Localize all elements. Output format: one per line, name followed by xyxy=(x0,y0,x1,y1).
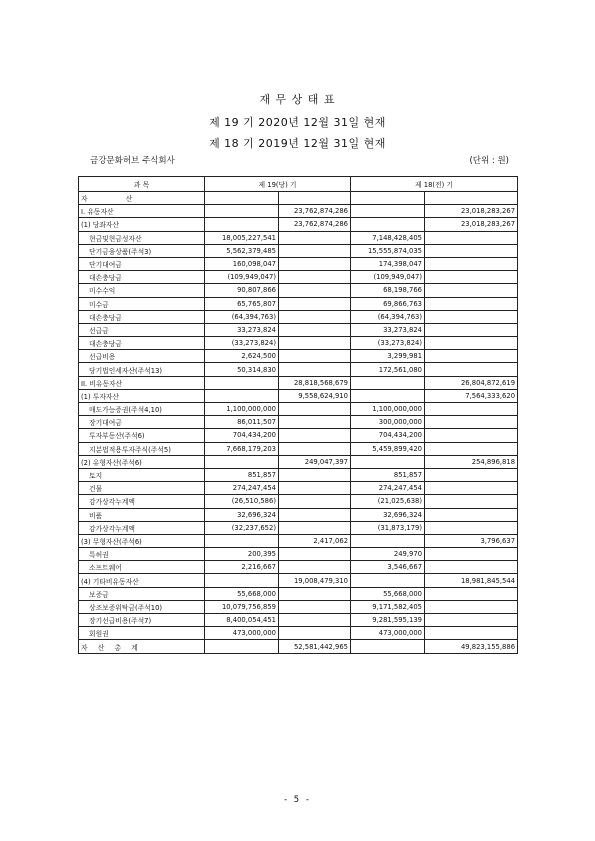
prior-detail-cell: 1,100,000,000 xyxy=(351,403,425,416)
table-row xyxy=(79,257,518,270)
table-row xyxy=(79,416,518,429)
current-detail-cell: 704,434,200 xyxy=(205,429,279,442)
prior-detail-cell: 704,434,200 xyxy=(351,429,425,442)
row-label: 선급금 xyxy=(79,323,205,336)
row-label: 대손충당금 xyxy=(79,310,205,323)
prior-subtotal-cell xyxy=(425,244,518,257)
current-detail-cell: (32,237,652) xyxy=(205,521,279,534)
prior-subtotal-cell xyxy=(425,561,518,574)
current-detail-cell: 50,314,830 xyxy=(205,363,279,376)
period-current: 제 19 기 2020년 12월 31일 현재 xyxy=(209,116,386,129)
prior-detail-cell: 174,398,047 xyxy=(351,257,425,270)
row-label: 지분법적용투자주식(주석5) xyxy=(79,442,205,455)
row-label: 미수수익 xyxy=(79,284,205,297)
current-subtotal-cell xyxy=(279,284,351,297)
header-current: 제 19(당) 기 xyxy=(205,177,351,192)
current-subtotal-cell xyxy=(279,442,351,455)
current-detail-cell: 5,562,379,485 xyxy=(205,244,279,257)
row-label: 감가상각누계액 xyxy=(79,495,205,508)
prior-subtotal-cell xyxy=(425,403,518,416)
row-label: (4) 기타비유동자산 xyxy=(79,574,205,587)
prior-detail-cell: 55,668,000 xyxy=(351,587,425,600)
current-detail-cell: 2,624,500 xyxy=(205,350,279,363)
total-current: 52,581,442,965 xyxy=(279,640,351,654)
prior-detail-cell xyxy=(351,534,425,547)
prior-detail-cell: 15,555,874,035 xyxy=(351,244,425,257)
current-subtotal-cell: 23,762,874,286 xyxy=(279,218,351,231)
company-name: 금강문화허브 주식회사 xyxy=(90,156,175,166)
current-subtotal-cell xyxy=(279,350,351,363)
row-label: 보증금 xyxy=(79,587,205,600)
table-row xyxy=(79,337,518,350)
row-label: 토지 xyxy=(79,468,205,481)
table-row xyxy=(79,403,518,416)
prior-subtotal-cell xyxy=(425,468,518,481)
prior-detail-cell xyxy=(351,574,425,587)
current-detail-cell: 18,005,227,541 xyxy=(205,231,279,244)
row-label: 단기대여금 xyxy=(79,257,205,270)
prior-detail-cell xyxy=(351,376,425,389)
row-label: 상조보증위탁금(주석10) xyxy=(79,600,205,613)
prior-subtotal-cell xyxy=(425,350,518,363)
prior-detail-cell: 69,866,763 xyxy=(351,297,425,310)
table-row xyxy=(79,561,518,574)
prior-subtotal-cell xyxy=(425,231,518,244)
total-row xyxy=(79,640,518,654)
prior-subtotal-cell xyxy=(425,508,518,521)
prior-detail-cell: 851,857 xyxy=(351,468,425,481)
period-prior: 제 18 기 2019년 12월 31일 현재 xyxy=(209,137,386,150)
current-subtotal-cell xyxy=(279,614,351,627)
prior-detail-cell: 32,696,324 xyxy=(351,508,425,521)
prior-detail-cell: (109,949,047) xyxy=(351,271,425,284)
prior-detail-cell: 33,273,824 xyxy=(351,323,425,336)
prior-subtotal-cell: 254,896,818 xyxy=(425,455,518,468)
prior-subtotal-cell xyxy=(425,310,518,323)
prior-subtotal-cell xyxy=(425,363,518,376)
table-row xyxy=(79,389,518,402)
current-subtotal-cell: 23,762,874,286 xyxy=(279,205,351,218)
current-subtotal-cell xyxy=(279,508,351,521)
current-subtotal-cell xyxy=(279,468,351,481)
table-row xyxy=(79,350,518,363)
current-subtotal-cell xyxy=(279,271,351,284)
current-subtotal-cell xyxy=(279,482,351,495)
current-detail-cell xyxy=(205,192,279,205)
current-subtotal-cell xyxy=(279,403,351,416)
current-subtotal-cell xyxy=(279,323,351,336)
prior-subtotal-cell: 23,018,283,267 xyxy=(425,218,518,231)
table-row xyxy=(79,218,518,231)
table-row xyxy=(79,455,518,468)
table-row xyxy=(79,442,518,455)
balance-sheet-table xyxy=(78,176,518,654)
prior-detail-cell: 3,299,981 xyxy=(351,350,425,363)
row-label: 비품 xyxy=(79,508,205,521)
row-label: 단기금융상품(주석3) xyxy=(79,244,205,257)
row-label: 선급비용 xyxy=(79,350,205,363)
table-row xyxy=(79,192,518,205)
table-row xyxy=(79,231,518,244)
current-detail-cell: (109,949,047) xyxy=(205,271,279,284)
current-detail-cell: 274,247,454 xyxy=(205,482,279,495)
table-row xyxy=(79,244,518,257)
row-label: 대손충당금 xyxy=(79,337,205,350)
current-detail-cell xyxy=(205,455,279,468)
prior-subtotal-cell: 7,564,333,620 xyxy=(425,389,518,402)
prior-subtotal-cell xyxy=(425,284,518,297)
prior-subtotal-cell xyxy=(425,429,518,442)
prior-detail-cell: 274,247,454 xyxy=(351,482,425,495)
current-subtotal-cell xyxy=(279,363,351,376)
header-account: 과 목 xyxy=(79,177,205,192)
current-subtotal-cell: 9,558,624,910 xyxy=(279,389,351,402)
current-subtotal-cell xyxy=(279,627,351,640)
total-prior-detail xyxy=(351,640,425,654)
row-label: (3) 무형자산(주석6) xyxy=(79,534,205,547)
row-label: 투자부동산(주석6) xyxy=(79,429,205,442)
row-label: (2) 유형자산(주석6) xyxy=(79,455,205,468)
current-detail-cell: 10,079,756,859 xyxy=(205,600,279,613)
row-label: 매도가능증권(주석4,10) xyxy=(79,403,205,416)
current-subtotal-cell xyxy=(279,244,351,257)
current-subtotal-cell xyxy=(279,600,351,613)
current-detail-cell: (26,510,586) xyxy=(205,495,279,508)
current-detail-cell: 86,011,507 xyxy=(205,416,279,429)
table-row xyxy=(79,548,518,561)
row-label: 소프트웨어 xyxy=(79,561,205,574)
current-detail-cell: 851,857 xyxy=(205,468,279,481)
current-detail-cell xyxy=(205,376,279,389)
current-subtotal-cell: 19,008,479,310 xyxy=(279,574,351,587)
table-body xyxy=(79,192,518,640)
prior-detail-cell xyxy=(351,192,425,205)
current-detail-cell: 33,273,824 xyxy=(205,323,279,336)
unit-label: (단위 : 원) xyxy=(469,156,509,166)
prior-detail-cell: 9,281,595,139 xyxy=(351,614,425,627)
current-detail-cell: 200,395 xyxy=(205,548,279,561)
prior-subtotal-cell xyxy=(425,548,518,561)
table-row xyxy=(79,271,518,284)
prior-subtotal-cell xyxy=(425,337,518,350)
row-label: 감가상각누계액 xyxy=(79,521,205,534)
prior-detail-cell: (31,873,179) xyxy=(351,521,425,534)
table-row xyxy=(79,482,518,495)
current-detail-cell: (33,273,824) xyxy=(205,337,279,350)
prior-detail-cell: 9,171,582,405 xyxy=(351,600,425,613)
row-label: (1) 당좌자산 xyxy=(79,218,205,231)
prior-detail-cell: 7,148,428,405 xyxy=(351,231,425,244)
row-label: (1) 투자자산 xyxy=(79,389,205,402)
prior-detail-cell: (21,025,638) xyxy=(351,495,425,508)
prior-detail-cell: 249,970 xyxy=(351,548,425,561)
table-row xyxy=(79,363,518,376)
prior-detail-cell: (33,273,824) xyxy=(351,337,425,350)
current-detail-cell: 32,696,324 xyxy=(205,508,279,521)
prior-subtotal-cell: 26,804,872,619 xyxy=(425,376,518,389)
prior-subtotal-cell xyxy=(425,257,518,270)
current-subtotal-cell xyxy=(279,561,351,574)
table-row xyxy=(79,376,518,389)
prior-detail-cell xyxy=(351,389,425,402)
table-row xyxy=(79,429,518,442)
table-row xyxy=(79,205,518,218)
row-label: 회원권 xyxy=(79,627,205,640)
table-row xyxy=(79,627,518,640)
table-row xyxy=(79,310,518,323)
total-current-detail xyxy=(205,640,279,654)
current-subtotal-cell: 2,417,062 xyxy=(279,534,351,547)
prior-detail-cell xyxy=(351,218,425,231)
current-detail-cell: 1,100,000,000 xyxy=(205,403,279,416)
current-subtotal-cell: 28,818,568,679 xyxy=(279,376,351,389)
current-detail-cell: (64,394,763) xyxy=(205,310,279,323)
prior-subtotal-cell xyxy=(425,323,518,336)
prior-detail-cell: 172,561,080 xyxy=(351,363,425,376)
prior-subtotal-cell xyxy=(425,614,518,627)
table-row xyxy=(79,600,518,613)
current-subtotal-cell xyxy=(279,337,351,350)
row-label: 자 산 xyxy=(79,192,205,205)
current-subtotal-cell xyxy=(279,192,351,205)
current-subtotal-cell xyxy=(279,310,351,323)
prior-detail-cell: 3,546,667 xyxy=(351,561,425,574)
current-detail-cell xyxy=(205,218,279,231)
table-row xyxy=(79,323,518,336)
prior-detail-cell: 473,000,000 xyxy=(351,627,425,640)
row-label: 장기선급비용(주석7) xyxy=(79,614,205,627)
table-row xyxy=(79,495,518,508)
current-detail-cell: 7,668,179,203 xyxy=(205,442,279,455)
prior-subtotal-cell xyxy=(425,192,518,205)
current-subtotal-cell xyxy=(279,495,351,508)
current-detail-cell: 160,098,047 xyxy=(205,257,279,270)
current-detail-cell xyxy=(205,205,279,218)
table-row xyxy=(79,468,518,481)
row-label: 당기법인세자산(주석13) xyxy=(79,363,205,376)
current-subtotal-cell xyxy=(279,429,351,442)
prior-subtotal-cell xyxy=(425,521,518,534)
total-label: 자 산 총 계 xyxy=(79,640,205,654)
header-prior: 제 18(전) 기 xyxy=(351,177,518,192)
prior-subtotal-cell xyxy=(425,587,518,600)
current-subtotal-cell xyxy=(279,587,351,600)
table-header-row xyxy=(79,177,518,192)
row-label: I. 유동자산 xyxy=(79,205,205,218)
prior-detail-cell: (64,394,763) xyxy=(351,310,425,323)
statement-title: 재 무 상 태 표 xyxy=(259,93,336,106)
prior-subtotal-cell xyxy=(425,627,518,640)
current-subtotal-cell xyxy=(279,548,351,561)
prior-detail-cell xyxy=(351,205,425,218)
table-row xyxy=(79,521,518,534)
prior-subtotal-cell: 23,018,283,267 xyxy=(425,205,518,218)
prior-detail-cell: 300,000,000 xyxy=(351,416,425,429)
prior-subtotal-cell: 3,796,637 xyxy=(425,534,518,547)
current-detail-cell: 65,765,807 xyxy=(205,297,279,310)
current-detail-cell: 8,400,054,451 xyxy=(205,614,279,627)
prior-subtotal-cell xyxy=(425,271,518,284)
row-label: II. 비유동자산 xyxy=(79,376,205,389)
current-detail-cell: 2,216,667 xyxy=(205,561,279,574)
table-row xyxy=(79,614,518,627)
current-subtotal-cell xyxy=(279,416,351,429)
prior-detail-cell xyxy=(351,455,425,468)
current-detail-cell: 90,807,866 xyxy=(205,284,279,297)
table-row xyxy=(79,534,518,547)
prior-subtotal-cell xyxy=(425,495,518,508)
prior-detail-cell: 68,198,766 xyxy=(351,284,425,297)
table-row xyxy=(79,284,518,297)
current-subtotal-cell xyxy=(279,521,351,534)
prior-subtotal-cell xyxy=(425,600,518,613)
current-detail-cell xyxy=(205,534,279,547)
row-label: 미수금 xyxy=(79,297,205,310)
current-detail-cell xyxy=(205,389,279,402)
prior-subtotal-cell: 18,981,845,544 xyxy=(425,574,518,587)
current-detail-cell: 473,000,000 xyxy=(205,627,279,640)
current-subtotal-cell xyxy=(279,257,351,270)
prior-subtotal-cell xyxy=(425,297,518,310)
total-prior: 49,823,155,886 xyxy=(425,640,518,654)
row-label: 건물 xyxy=(79,482,205,495)
current-subtotal-cell: 249,047,397 xyxy=(279,455,351,468)
current-detail-cell: 55,668,000 xyxy=(205,587,279,600)
prior-subtotal-cell xyxy=(425,482,518,495)
current-subtotal-cell xyxy=(279,231,351,244)
current-detail-cell xyxy=(205,574,279,587)
table-row xyxy=(79,297,518,310)
row-label: 장기대여금 xyxy=(79,416,205,429)
table-row xyxy=(79,587,518,600)
table-row xyxy=(79,508,518,521)
prior-detail-cell: 5,459,899,420 xyxy=(351,442,425,455)
current-subtotal-cell xyxy=(279,297,351,310)
prior-subtotal-cell xyxy=(425,442,518,455)
table-row xyxy=(79,574,518,587)
row-label: 현금및현금성자산 xyxy=(79,231,205,244)
row-label: 특허권 xyxy=(79,548,205,561)
row-label: 대손충당금 xyxy=(79,271,205,284)
prior-subtotal-cell xyxy=(425,416,518,429)
page-number: - 5 - xyxy=(284,795,311,805)
